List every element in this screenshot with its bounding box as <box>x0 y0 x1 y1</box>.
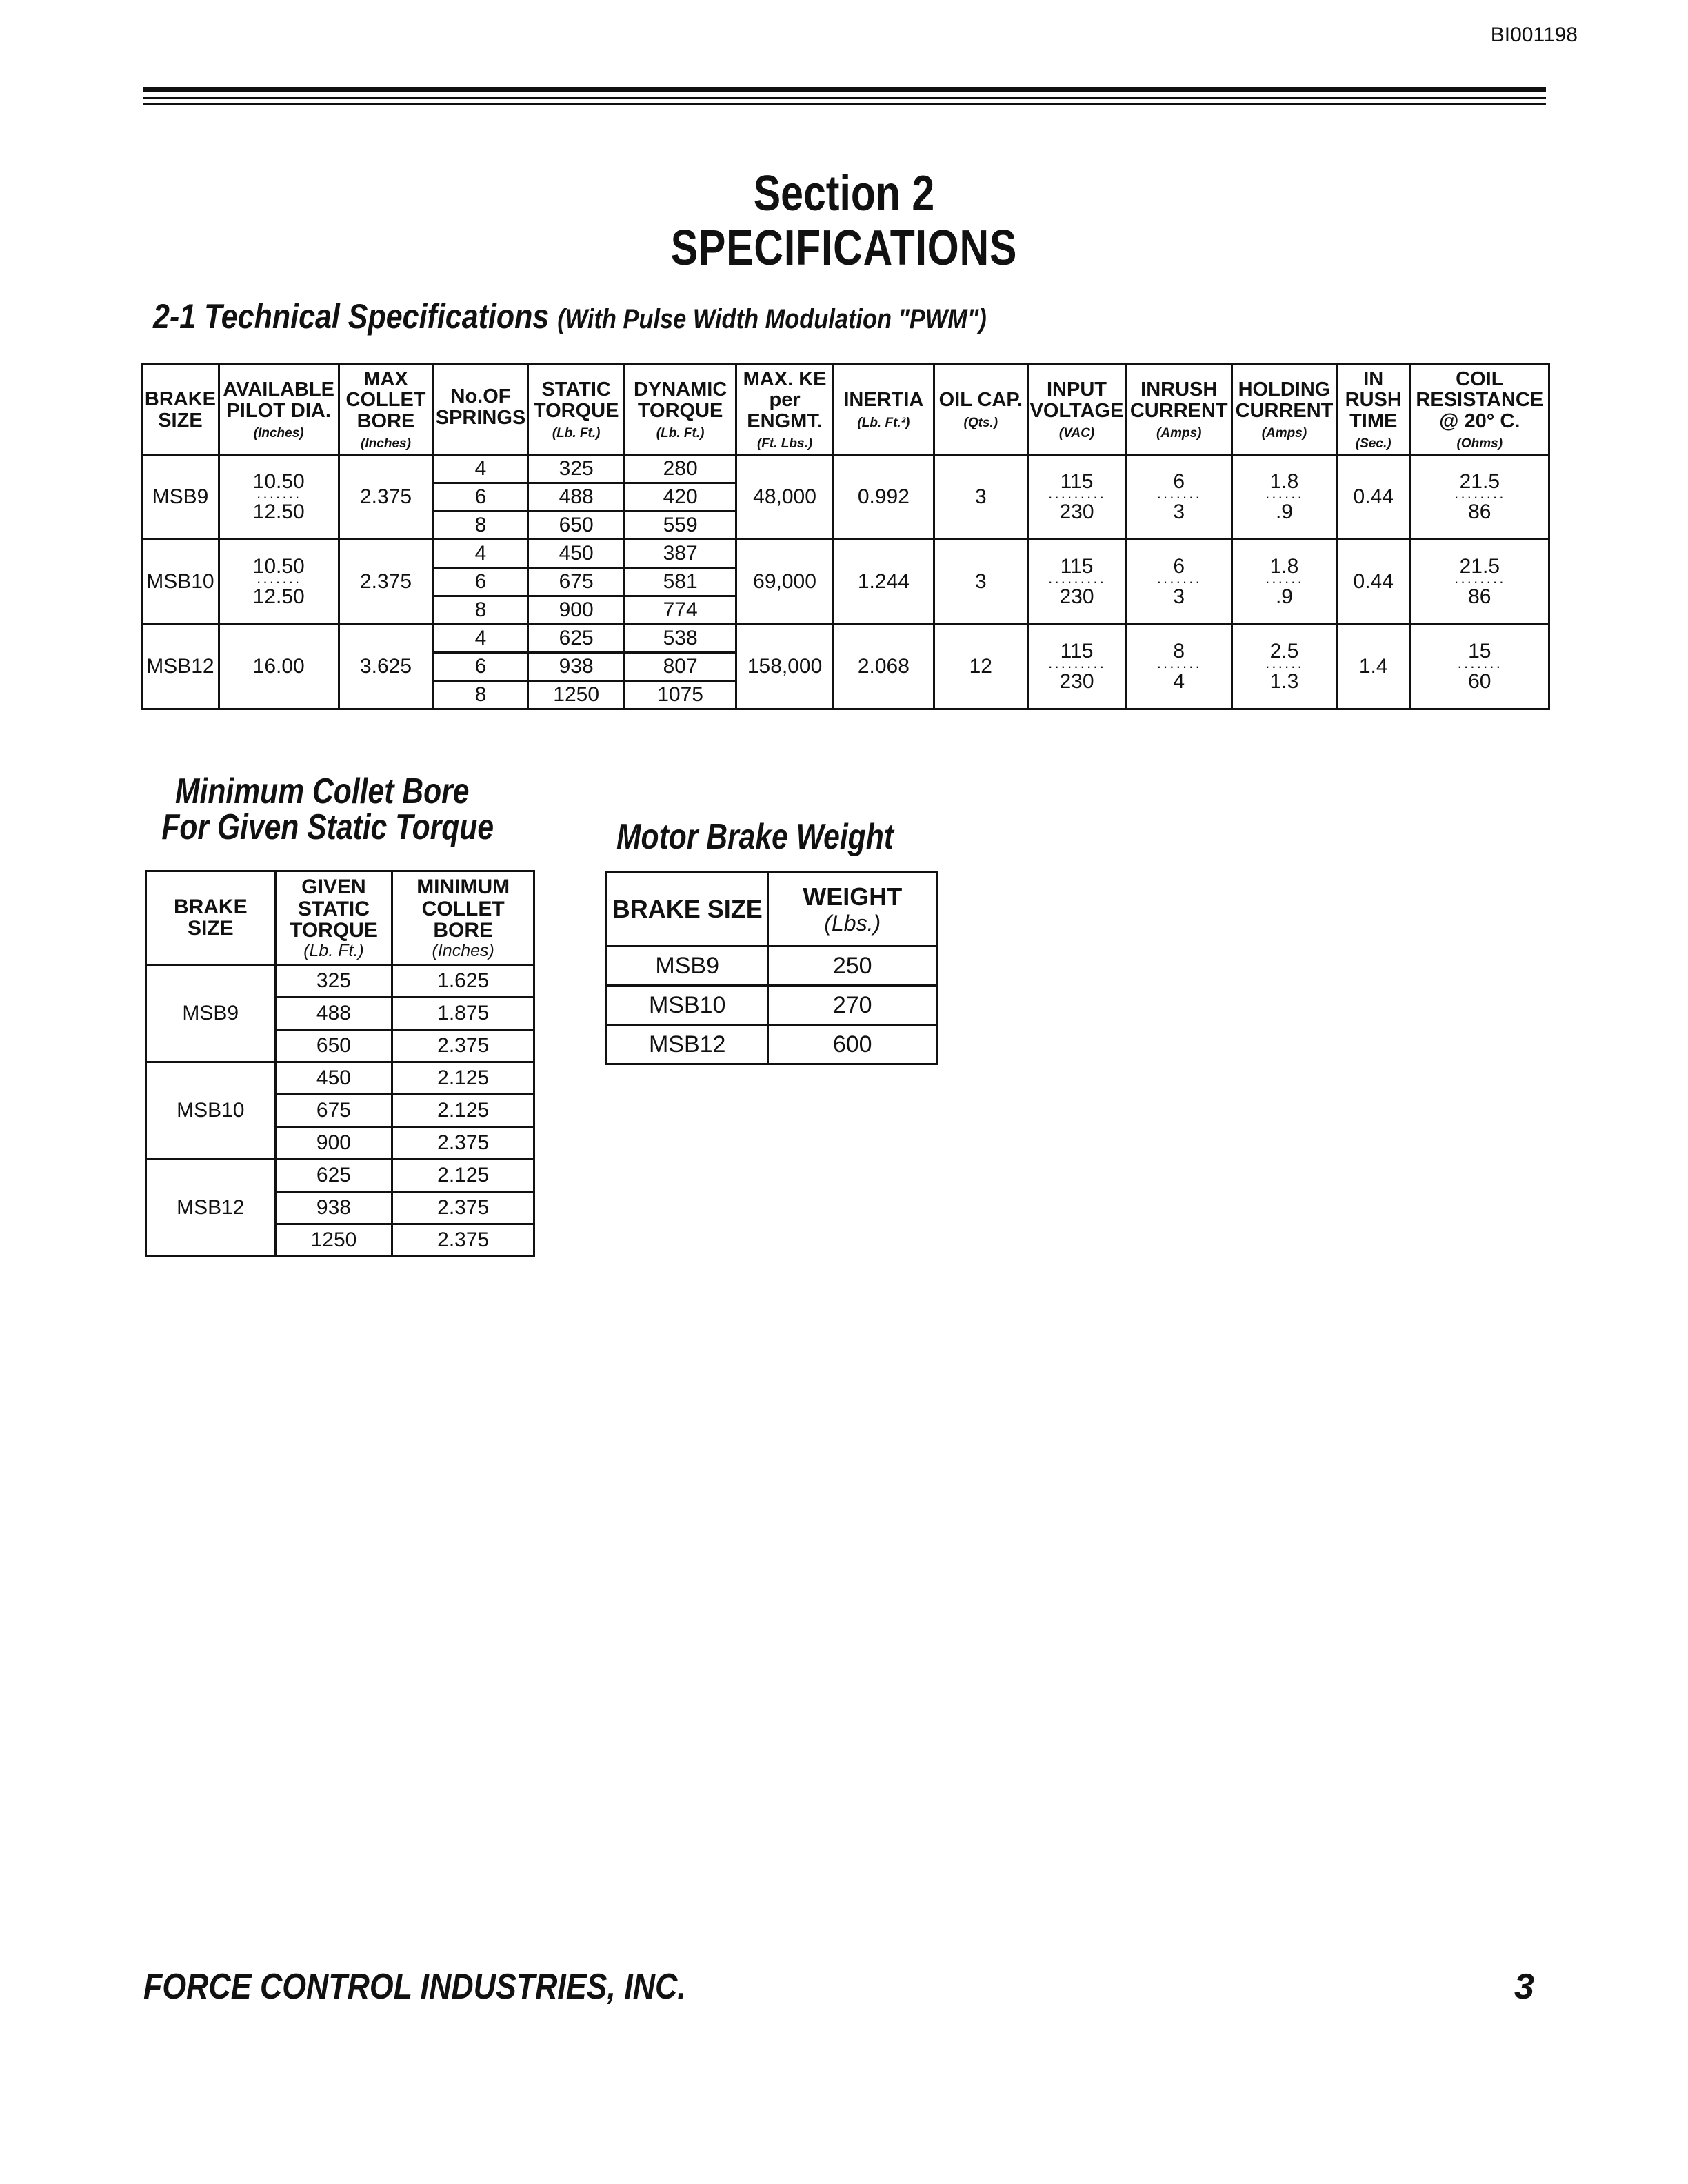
subheading <box>153 296 987 336</box>
static-torque-cell: 675 <box>528 568 624 596</box>
page-number: 3 <box>1514 1967 1534 2007</box>
dynamic-torque-cell: 1075 <box>624 681 736 709</box>
springs-cell: 8 <box>433 596 528 625</box>
table-row <box>146 964 534 997</box>
holding-current-cell: 1.8 ······ .9 <box>1232 455 1337 540</box>
col-header: COIL RESISTANCE @ 20° C. (Ohms) <box>1410 364 1549 455</box>
springs-cell: 6 <box>433 568 528 596</box>
inrush-current-cell: 6 ······· 3 <box>1126 455 1232 540</box>
brake-size-cell: MSB10 <box>142 540 219 625</box>
table-row <box>146 1062 534 1094</box>
col-header: GIVEN STATIC TORQUE (Lb. Ft.) <box>275 871 392 965</box>
springs-cell: 4 <box>433 625 528 653</box>
col-header: INPUT VOLTAGE (VAC) <box>1027 364 1126 455</box>
min-collet-title-line1: Minimum Collet Bore <box>175 771 470 811</box>
dynamic-torque-cell: 420 <box>624 483 736 512</box>
bore-cell: 2.125 <box>392 1094 534 1126</box>
col-header: BRAKE SIZE <box>607 873 768 947</box>
springs-cell: 6 <box>433 653 528 681</box>
subheading-note: (With Pulse Width Modulation "PWM") <box>557 304 987 334</box>
collet-bore-cell: 2.375 <box>339 540 433 625</box>
brake-size-cell: MSB10 <box>146 1062 276 1159</box>
table-row <box>142 455 1549 483</box>
inrush-time-cell: 0.44 <box>1336 455 1410 540</box>
inrush-time-cell: 1.4 <box>1336 625 1410 709</box>
dynamic-torque-cell: 774 <box>624 596 736 625</box>
min-collet-bore-table <box>145 870 535 1257</box>
brake-size-cell: MSB9 <box>142 455 219 540</box>
col-header: IN RUSH TIME (Sec.) <box>1336 364 1410 455</box>
static-torque-cell: 900 <box>528 596 624 625</box>
header-rule-thick <box>143 87 1546 92</box>
dynamic-torque-cell: 581 <box>624 568 736 596</box>
input-voltage-cell: 115 ········· 230 <box>1027 625 1126 709</box>
bore-cell: 2.125 <box>392 1062 534 1094</box>
weight-cell: 250 <box>768 947 937 986</box>
technical-specifications-table <box>141 363 1550 710</box>
document-id: BI001198 <box>1490 23 1578 46</box>
motor-brake-weight-title: Motor Brake Weight <box>616 817 894 857</box>
brake-size-cell: MSB10 <box>607 986 768 1025</box>
dynamic-torque-cell: 280 <box>624 455 736 483</box>
bore-cell: 1.625 <box>392 964 534 997</box>
dynamic-torque-cell: 387 <box>624 540 736 568</box>
springs-cell: 6 <box>433 483 528 512</box>
mbw-header-row <box>607 873 937 947</box>
oil-cap-cell: 3 <box>934 540 1028 625</box>
col-header: INRUSH CURRENT (Amps) <box>1126 364 1232 455</box>
inertia-cell: 0.992 <box>833 455 934 540</box>
footer-company: FORCE CONTROL INDUSTRIES, INC. <box>143 1967 686 2007</box>
col-header: MINIMUM COLLET BORE (Inches) <box>392 871 534 965</box>
col-header: HOLDING CURRENT (Amps) <box>1232 364 1337 455</box>
springs-cell: 4 <box>433 540 528 568</box>
oil-cap-cell: 3 <box>934 455 1028 540</box>
mcb-header-row <box>146 871 534 965</box>
static-torque-cell: 488 <box>528 483 624 512</box>
static-torque-cell: 450 <box>528 540 624 568</box>
col-header: AVAILABLE PILOT DIA. (Inches) <box>219 364 339 455</box>
col-header: MAX COLLET BORE (Inches) <box>339 364 433 455</box>
torque-cell: 325 <box>275 964 392 997</box>
torque-cell: 938 <box>275 1191 392 1224</box>
weight-cell: 270 <box>768 986 937 1025</box>
min-collet-title-line2: For Given Static Torque <box>161 807 494 847</box>
coil-resistance-cell: 21.5 ········ 86 <box>1410 540 1549 625</box>
holding-current-cell: 1.8 ······ .9 <box>1232 540 1337 625</box>
inrush-current-cell: 6 ······· 3 <box>1126 540 1232 625</box>
bore-cell: 2.375 <box>392 1029 534 1062</box>
springs-cell: 8 <box>433 681 528 709</box>
col-header: OIL CAP. (Qts.) <box>934 364 1028 455</box>
oil-cap-cell: 12 <box>934 625 1028 709</box>
inrush-current-cell: 8 ······· 4 <box>1126 625 1232 709</box>
pilot-dia-cell: 10.50 ······· 12.50 <box>219 455 339 540</box>
static-torque-cell: 650 <box>528 512 624 540</box>
inertia-cell: 1.244 <box>833 540 934 625</box>
bore-cell: 2.375 <box>392 1191 534 1224</box>
col-header: DYNAMIC TORQUE (Lb. Ft.) <box>624 364 736 455</box>
static-torque-cell: 1250 <box>528 681 624 709</box>
static-torque-cell: 325 <box>528 455 624 483</box>
col-header: INERTIA (Lb. Ft.²) <box>833 364 934 455</box>
brake-size-cell: MSB12 <box>142 625 219 709</box>
table-row <box>607 1025 937 1064</box>
torque-cell: 488 <box>275 997 392 1029</box>
spec-header-row <box>142 364 1549 455</box>
table-row <box>142 540 1549 568</box>
static-torque-cell: 625 <box>528 625 624 653</box>
brake-size-cell: MSB9 <box>607 947 768 986</box>
brake-size-cell: MSB9 <box>146 964 276 1062</box>
dynamic-torque-cell: 538 <box>624 625 736 653</box>
section-title <box>152 167 1536 276</box>
coil-resistance-cell: 15 ······· 60 <box>1410 625 1549 709</box>
col-header: WEIGHT (Lbs.) <box>768 873 937 947</box>
dynamic-torque-cell: 807 <box>624 653 736 681</box>
torque-cell: 650 <box>275 1029 392 1062</box>
section-heading: SPECIFICATIONS <box>670 221 1018 276</box>
header-rule-thin <box>143 103 1546 105</box>
input-voltage-cell: 115 ········· 230 <box>1027 455 1126 540</box>
weight-cell: 600 <box>768 1025 937 1064</box>
ke-cell: 69,000 <box>736 540 833 625</box>
col-header: STATIC TORQUE (Lb. Ft.) <box>528 364 624 455</box>
torque-cell: 675 <box>275 1094 392 1126</box>
dynamic-torque-cell: 559 <box>624 512 736 540</box>
subheading-main: 2-1 Technical Specifications <box>153 297 550 336</box>
table-row <box>146 1159 534 1191</box>
pilot-dia-cell: 10.50 ······· 12.50 <box>219 540 339 625</box>
header-rule-mid <box>143 97 1546 99</box>
bore-cell: 2.125 <box>392 1159 534 1191</box>
table-row <box>607 947 937 986</box>
bore-cell: 2.375 <box>392 1224 534 1256</box>
col-header: BRAKE SIZE <box>146 871 276 965</box>
pilot-dia-cell: 16.00 <box>219 625 339 709</box>
col-header: BRAKE SIZE <box>142 364 219 455</box>
brake-size-cell: MSB12 <box>146 1159 276 1256</box>
inrush-time-cell: 0.44 <box>1336 540 1410 625</box>
bore-cell: 1.875 <box>392 997 534 1029</box>
coil-resistance-cell: 21.5 ········ 86 <box>1410 455 1549 540</box>
brake-size-cell: MSB12 <box>607 1025 768 1064</box>
input-voltage-cell: 115 ········· 230 <box>1027 540 1126 625</box>
inertia-cell: 2.068 <box>833 625 934 709</box>
table-row <box>607 986 937 1025</box>
collet-bore-cell: 3.625 <box>339 625 433 709</box>
springs-cell: 4 <box>433 455 528 483</box>
torque-cell: 900 <box>275 1126 392 1159</box>
col-header: MAX. KE per ENGMT. (Ft. Lbs.) <box>736 364 833 455</box>
ke-cell: 158,000 <box>736 625 833 709</box>
holding-current-cell: 2.5 ······ 1.3 <box>1232 625 1337 709</box>
col-header: No.OF SPRINGS <box>433 364 528 455</box>
collet-bore-cell: 2.375 <box>339 455 433 540</box>
ke-cell: 48,000 <box>736 455 833 540</box>
torque-cell: 625 <box>275 1159 392 1191</box>
min-collet-title <box>161 771 494 847</box>
torque-cell: 450 <box>275 1062 392 1094</box>
springs-cell: 8 <box>433 512 528 540</box>
static-torque-cell: 938 <box>528 653 624 681</box>
section-label: Section 2 <box>753 166 935 221</box>
motor-brake-weight-table <box>605 871 938 1065</box>
table-row <box>142 625 1549 653</box>
bore-cell: 2.375 <box>392 1126 534 1159</box>
torque-cell: 1250 <box>275 1224 392 1256</box>
